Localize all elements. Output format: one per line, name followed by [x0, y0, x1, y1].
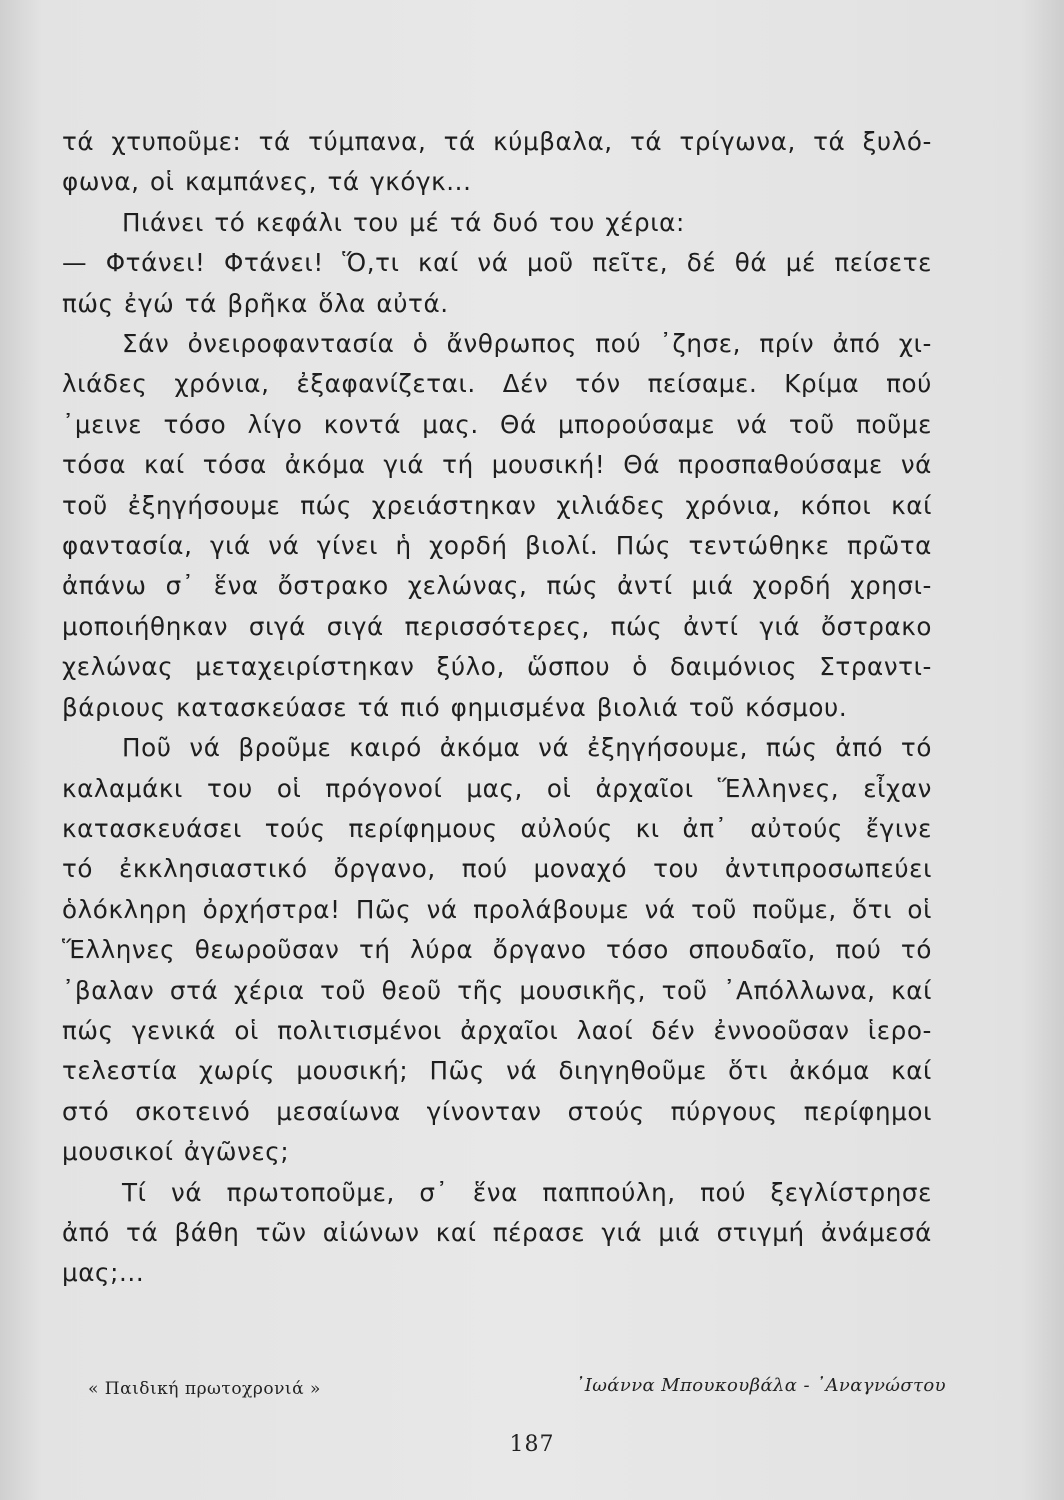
text-line: τοῦ ἐξηγήσουμε πώς χρειάστηκαν χιλιάδες χρόνια, κόποι καί — [62, 490, 932, 520]
text-line: τά χτυποῦμε: τά τύμπανα, τά κύμβαλα, τά τρίγωνα, τά ξυλό- — [62, 127, 932, 156]
text-line: καλαμάκι του οἱ πρόγονοί μας, οἱ ἀρχαῖοι Ἕλληνες, εἶχαν — [62, 773, 932, 803]
text-line: μας;... — [62, 1258, 145, 1288]
text-line: ὁλόκληρη ὀρχήστρα! Πῶς νά προλάβουμε νά τοῦ ποῦμε, ὅτι οἱ — [62, 894, 932, 924]
paragraph-closing — [62, 1173, 932, 1294]
paragraph-dialogue — [62, 243, 932, 324]
source-citation: « Παιδική πρωτοχρονιά » — [88, 1379, 321, 1399]
text-line: — Φτάνει! Φτάνει! Ὅ,τι καί νά μοῦ πεῖτε, δέ θά μέ πείσετε — [62, 248, 932, 278]
text-line: στό σκοτεινό μεσαίωνα γίνονταν στούς πύργους περίφημοι — [62, 1096, 932, 1126]
text-line: κατασκευάσει τούς περίφημους αὐλούς κι ἀπ᾽ αὐτούς ἔγινε — [62, 813, 932, 843]
text-line: Πιάνει τό κεφάλι του μέ τά δυό του χέρια: — [122, 207, 685, 237]
text-line: μουσικοί ἀγῶνες; — [62, 1137, 290, 1167]
text-line: ἀπάνω σ᾽ ἕνα ὄστρακο χελώνας, πώς ἀντί μιά χορδή χρησι- — [62, 571, 932, 601]
paragraph-organ — [62, 728, 932, 1172]
text-line: βάριους κατασκεύασε τά πιό φημισμένα βιολιά τοῦ κόσμου. — [62, 692, 848, 722]
body-text — [62, 122, 932, 1294]
text-line: πώς γενικά οἱ πολιτισμένοι ἀρχαῖοι λαοί δέν ἐννοοῦσαν ἱερο- — [62, 1015, 932, 1045]
text-line: ᾽μεινε τόσο λίγο κοντά μας. Θά μπορούσαμε νά τοῦ ποῦμε — [62, 409, 932, 439]
text-line: Ἕλληνες θεωροῦσαν τή λύρα ὄργανο τόσο σπουδαῖο, πού τό — [62, 935, 932, 965]
text-line: τό ἐκκλησιαστικό ὄργανο, πού μοναχό του ἀντιπροσωπεύει — [62, 854, 932, 884]
page-footer — [0, 1375, 1064, 1415]
text-line: τόσα καί τόσα ἀκόμα γιά τή μουσική! Θά προσπαθούσαμε νά — [62, 450, 932, 480]
text-line: φαντασία, γιά νά γίνει ἡ χορδή βιολί. Πώς τεντώθηκε πρῶτα — [62, 531, 932, 561]
text-line: πώς ἐγώ τά βρῆκα ὅλα αὐτά. — [62, 288, 449, 318]
text-line: Τί νά πρωτοποῦμε, σ᾽ ἕνα παππούλη, πού ξεγλίστρησε — [122, 1177, 932, 1207]
paragraph-continuation — [62, 122, 932, 203]
text-line: ᾽βαλαν στά χέρια τοῦ θεοῦ τῆς μουσικῆς, τοῦ ᾽Απόλλωνα, καί — [62, 975, 932, 1005]
text-line: τελεστία χωρίς μουσική; Πῶς νά διηγηθοῦμε ὅτι ἀκόμα καί — [62, 1056, 932, 1086]
text-line: λιάδες χρόνια, ἐξαφανίζεται. Δέν τόν πείσαμε. Κρίμα πού — [62, 369, 932, 399]
text-line: ἀπό τά βάθη τῶν αἰώνων καί πέρασε γιά μιά στιγμή ἀνάμεσά — [62, 1217, 932, 1247]
author-name: ᾽Ιωάννα Μπουκουβάλα - ᾽Αναγνώστου — [575, 1375, 946, 1396]
text-line: μοποιήθηκαν σιγά σιγά περισσότερες, πώς ἀντί γιά ὄστρακο — [62, 611, 932, 641]
paragraph-violin — [62, 324, 932, 728]
text-line: Σάν ὀνειροφαντασία ὁ ἄνθρωπος πού ᾽ζησε, πρίν ἀπό χι- — [122, 329, 932, 359]
page-number: 187 — [509, 1432, 555, 1457]
text-line: χελώνας μεταχειρίστηκαν ξύλο, ὥσπου ὁ δαιμόνιος Στραντι- — [62, 652, 932, 682]
paragraph-quote-intro — [62, 203, 932, 243]
text-line: Ποῦ νά βροῦμε καιρό ἀκόμα νά ἐξηγήσουμε, πώς ἀπό τό — [122, 733, 932, 763]
text-line: φωνα, οἱ καμπάνες, τά γκόγκ... — [62, 167, 472, 197]
